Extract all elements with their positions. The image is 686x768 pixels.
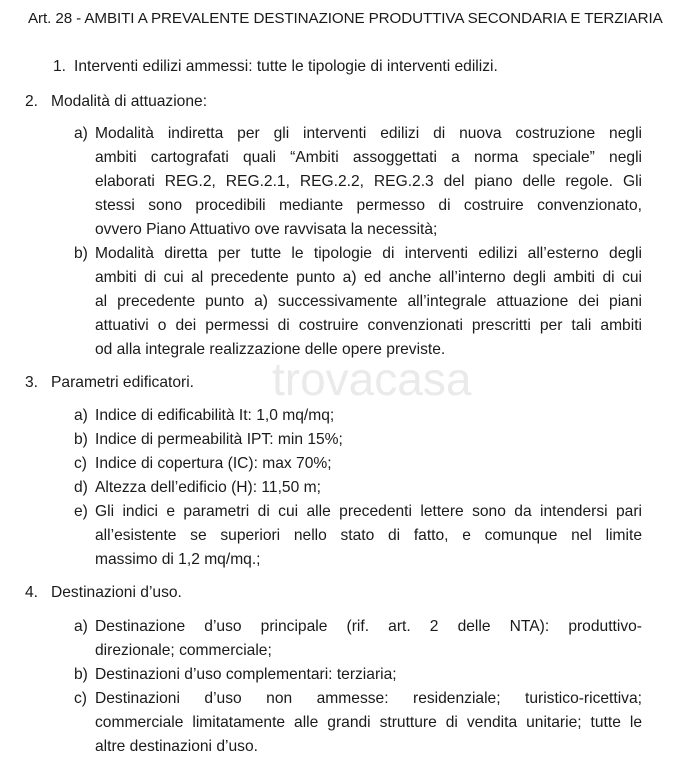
section-3-item-d-line: Altezza dell’edificio (H): 11,50 m;: [95, 479, 321, 496]
section-4-item-b-letter: b): [74, 666, 88, 683]
section-4-item-b-line: Destinazioni d’uso complementari: terziaria;: [95, 666, 397, 683]
section-1-number: 1.: [53, 58, 67, 75]
section-4-item-a-letter: a): [74, 618, 88, 635]
section-3-item-e-line: Gli indici e parametri di cui alle precedenti lettere sono da intendersi pari: [95, 503, 642, 520]
trovacasa-watermark: trovacasa: [272, 353, 472, 405]
section-3-item-e-line: massimo di 1,2 mq/mq.;: [95, 551, 261, 568]
section-3-item-b-letter: b): [74, 431, 88, 448]
section-3-item-c-line: Indice di copertura (IC): max 70%;: [95, 455, 332, 472]
section-2-item-b-line: attuativi o dei permessi di costruire convenzionati prescritti per tali ambiti: [95, 317, 642, 334]
section-4-item-c-line: altre destinazioni d’uso.: [95, 738, 258, 755]
section-2-heading: Modalità di attuazione:: [51, 93, 208, 110]
section-3-item-e-letter: e): [74, 503, 88, 520]
section-2-item-a-line: elaborati REG.2, REG.2.1, REG.2.2, REG.2.3 del piano delle regole. Gli: [95, 173, 642, 190]
section-3-item-e-line: all’esistente se superiori nello stato di fatto, e comunque nel limite: [95, 527, 642, 544]
section-2-number: 2.: [25, 93, 39, 110]
section-4-heading: Destinazioni d’uso.: [51, 584, 182, 601]
section-2-item-a-line: stessi sono procedibili mediante permesso di costruire convenzionato,: [95, 197, 642, 214]
section-4-number: 4.: [25, 584, 39, 601]
section-2-item-b-line: ambiti di cui al precedente punto a) ed anche all’interno degli ambiti di cui: [95, 269, 642, 286]
section-2-item-a-line: ambiti cartografati quali “Ambiti assoggettati a norma speciale” negli: [95, 149, 642, 166]
section-4-item-c-line: commerciale limitatamente alle grandi strutture di vendita unitarie; tutte le: [95, 714, 642, 731]
section-1-heading: Interventi edilizi ammessi: tutte le tipologie di interventi edilizi.: [74, 58, 498, 75]
section-4-item-c-letter: c): [74, 690, 87, 707]
section-3-item-c-letter: c): [74, 455, 87, 472]
section-2-item-b-letter: b): [74, 245, 88, 262]
section-2-item-a-line: Modalità indiretta per gli interventi edilizi di nuova costruzione negli: [95, 125, 642, 142]
section-4-item-a-line: direzionale; commerciale;: [95, 642, 272, 659]
section-2-item-a-line: ovvero Piano Attuativo ove ravvisata la necessità;: [95, 221, 438, 238]
section-2-item-b-line: od alla integrale realizzazione delle opere previste.: [95, 341, 446, 358]
article-title: Art. 28 - AMBITI A PREVALENTE DESTINAZIONE PRODUTTIVA SECONDARIA E TERZIARIA: [28, 10, 663, 27]
section-3-item-a-letter: a): [74, 407, 88, 424]
section-2-item-a-letter: a): [74, 125, 88, 142]
section-4-item-a-line: Destinazione d’uso principale (rif. art. 2 delle NTA): produttivo-: [95, 618, 642, 635]
section-2-item-b-line: Modalità diretta per tutte le tipologie di interventi edilizi all’esterno degli: [95, 245, 642, 262]
section-3-number: 3.: [25, 374, 39, 391]
section-3-item-a-line: Indice di edificabilità It: 1,0 mq/mq;: [95, 407, 335, 424]
section-2-item-b-line: al precedente punto a) successivamente all’integrale attuazione dei piani: [95, 293, 642, 310]
section-3-heading: Parametri edificatori.: [51, 374, 194, 391]
section-4-item-c-line: Destinazioni d’uso non ammesse: residenziale; turistico-ricettiva;: [95, 690, 642, 707]
section-3-item-b-line: Indice di permeabilità IPT: min 15%;: [95, 431, 343, 448]
section-3-item-d-letter: d): [74, 479, 88, 496]
